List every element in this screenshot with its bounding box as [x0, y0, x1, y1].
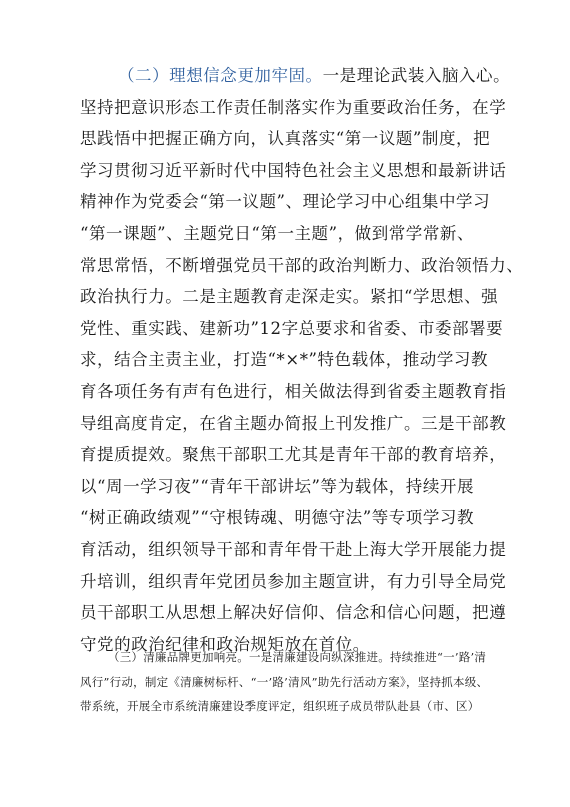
paragraph-line: 带系统，开展全市系统清廉建设季度评定，组织班子成员带队赴县（市、区）	[80, 699, 480, 713]
paragraph-line: 以“周一学习夜”“青年干部讲坛”等为载体，持续开展	[80, 476, 474, 496]
paragraph-line: 学习贯彻习近平新时代中国特色社会主义思想和最新讲话	[80, 160, 507, 180]
paragraph-line: 守党的政治纪律和政治规矩放在首位。	[80, 634, 370, 654]
paragraph-line: 育活动，组织领导干部和青年骨干赴上海大学开展能力提	[80, 539, 507, 559]
paragraph-line	[80, 60, 511, 92]
paragraph-line: 思践悟中把握正确方向，认真落实“第一议题”制度，把	[80, 129, 491, 149]
paragraph-line: 导组高度肯定，在省主题办简报上刊发推广。三是干部教	[80, 413, 507, 433]
paragraph-line: 坚持把意识形态工作责任制落实作为重要政治任务，在学	[80, 97, 507, 117]
paragraph-line: “第一课题”、主题党日“第一主题”，做到常学常新、	[80, 223, 474, 243]
paragraph-line: 育各项任务有声有色进行，相关做法得到省委主题教育指	[80, 381, 507, 401]
paragraph-line: 员干部职工从思想上解决好信仰、信念和信心问题，把遵	[80, 603, 507, 623]
paragraph-line: 育提质提效。聚焦干部职工尤其是青年干部的教育培养，	[80, 445, 507, 465]
paragraph-line: 常思常悟，不断增强党员干部的政治判断力、政治领悟力、	[80, 255, 524, 275]
paragraph-line: 升培训，组织青年党团员参加主题宣讲，有力引导全局党	[80, 571, 507, 591]
paragraph-line: 求，结合主责主业，打造“*×*”特色载体，推动学习教	[80, 350, 488, 370]
section-two	[80, 60, 524, 660]
section-heading: （二）理想信念更加牢固。	[118, 66, 323, 85]
paragraph-line: 风行”行动，制定《清廉树标杆、“一’路’清风”助先行活动方案》，坚持抓本级、	[80, 674, 489, 689]
paragraph-line: 党性、重实践、建新功”12字总要求和省委、市委部署要	[80, 318, 504, 338]
paragraph-line: 精神作为党委会“第一议题”、理论学习中心组集中学习	[80, 192, 491, 212]
paragraph-line: （三）清廉品牌更加响亮。一是清廉建设向纵深推进。持续推进“一’路’清	[108, 650, 487, 664]
paragraph-line: “树正确政绩观”“守根铸魂、明德守法”等专项学习教	[80, 508, 474, 528]
section-three	[80, 645, 494, 719]
paragraph-text: 一是理论武装入脑入心。	[322, 66, 511, 85]
paragraph-line: 政治执行力。二是主题教育走深走实。紧扣“学思想、强	[80, 287, 499, 307]
